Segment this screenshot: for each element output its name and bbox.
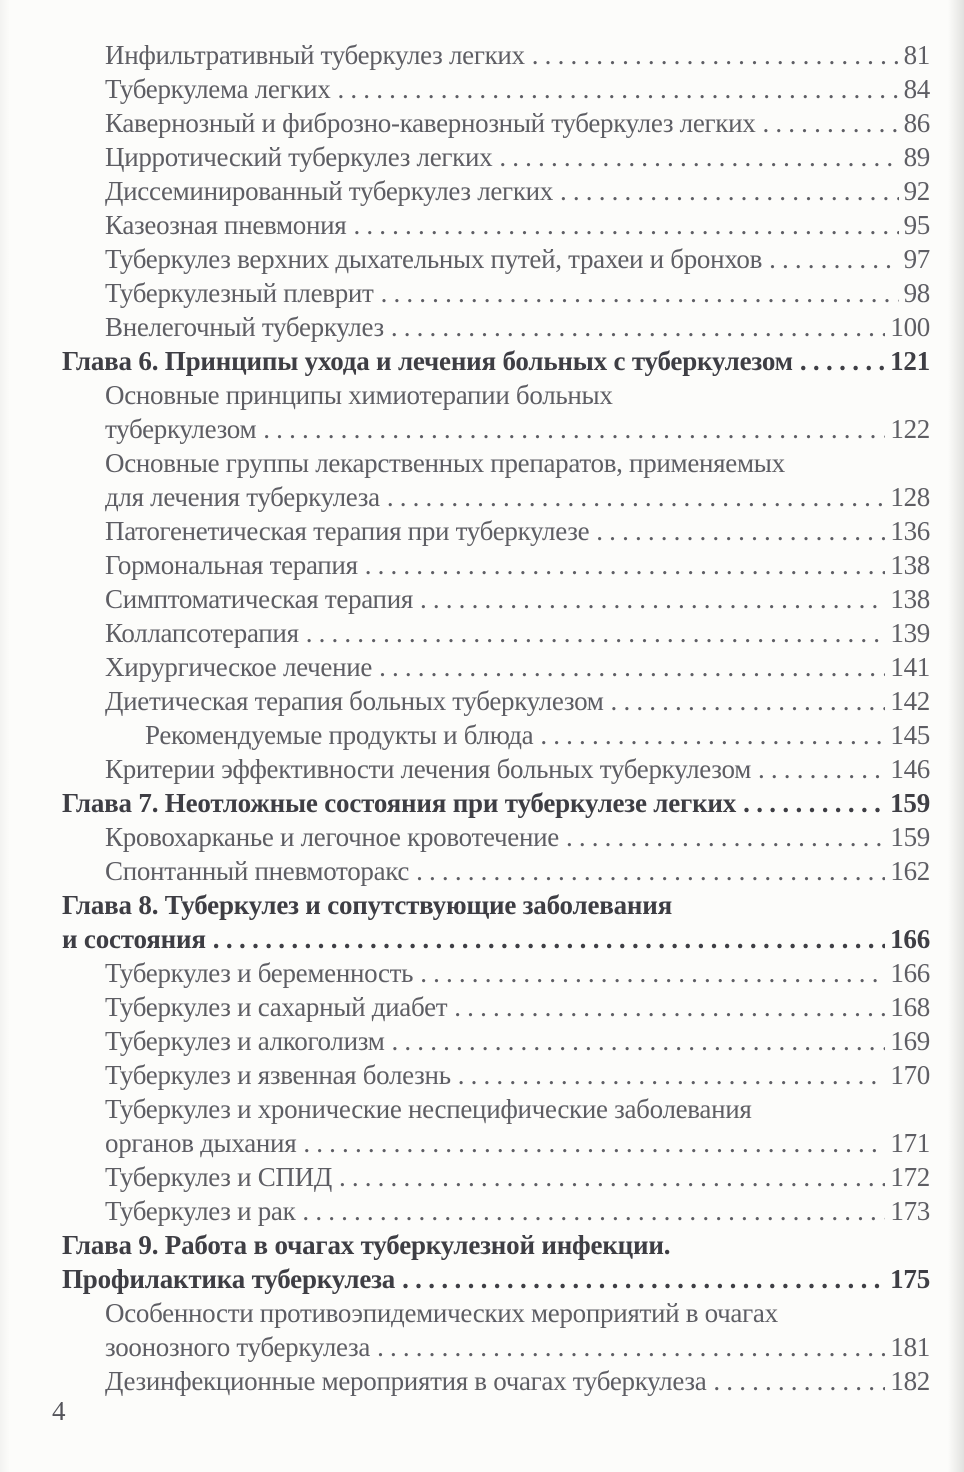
toc-entry-page: 136 — [890, 516, 930, 546]
dot-leader — [409, 856, 885, 887]
dot-leader — [706, 1366, 885, 1397]
toc-entry — [62, 686, 930, 720]
toc-entry-title: Туберкулезный плеврит — [105, 278, 374, 308]
toc-entry — [62, 1230, 930, 1264]
toc-entry-title: Особенности противоэпидемических мероприятий в очагах — [105, 1298, 778, 1328]
toc-entry-title: органов дыхания — [105, 1128, 297, 1158]
toc-entry-title: туберкулезом — [105, 414, 257, 444]
toc-entry-title: Кровохарканье и легочное кровотечение — [105, 822, 559, 852]
toc-entry-title: Туберкулез и язвенная болезнь — [105, 1060, 451, 1090]
toc-entry — [62, 992, 930, 1026]
dot-leader — [447, 992, 885, 1023]
toc-entry-page: 181 — [890, 1332, 930, 1362]
dot-leader — [384, 312, 886, 343]
dot-leader — [413, 584, 885, 615]
dot-leader — [295, 1196, 885, 1227]
toc-entry-title: Коллапсотерапия — [105, 618, 299, 648]
dot-leader — [604, 686, 886, 717]
toc-entry-title: Основные группы лекарственных препаратов, применяемых — [105, 448, 785, 478]
toc-entry-title: Кавернозный и фиброзно-кавернозный туберкулез легких — [105, 108, 756, 138]
toc-entry — [62, 822, 930, 856]
toc-entry-title: Казеозная пневмония — [105, 210, 347, 240]
toc-entry-page: 182 — [890, 1366, 930, 1396]
toc-entry-page: 95 — [903, 210, 930, 240]
toc-entry-page: 92 — [903, 176, 930, 206]
toc-entry-title: Глава 8. Туберкулез и сопутствующие заболевания — [62, 890, 673, 920]
dot-leader — [331, 74, 899, 105]
dot-leader — [370, 1332, 885, 1363]
toc-entry — [62, 788, 930, 822]
toc-entry — [62, 754, 930, 788]
toc-entry — [62, 720, 930, 754]
toc-entry-page: 139 — [890, 618, 930, 648]
dot-leader — [358, 550, 886, 581]
dot-leader — [256, 414, 885, 445]
toc-entry — [62, 346, 930, 380]
toc-entry — [62, 74, 930, 108]
toc-entry-page: 100 — [890, 312, 930, 342]
toc-entry-title: Глава 7. Неотложные состояния при туберкулезе легких — [62, 788, 737, 818]
toc-entry — [62, 958, 930, 992]
toc-entry — [62, 1332, 930, 1366]
toc-entry — [62, 142, 930, 176]
toc-entry-title: Патогенетическая терапия при туберкулезе — [105, 516, 590, 546]
toc-entry-title: Туберкулез и беременность — [105, 958, 414, 988]
toc-entry-title: Глава 6. Принципы ухода и лечения больных с туберкулезом — [62, 346, 793, 376]
toc-entry-page: 84 — [903, 74, 930, 104]
dot-leader — [413, 958, 885, 989]
toc-entry-page: 162 — [890, 856, 930, 886]
toc-entry-page: 138 — [890, 550, 930, 580]
toc-entry-page: 128 — [890, 482, 930, 512]
toc-entry-title: и состояния — [62, 924, 206, 954]
toc-entry — [62, 482, 930, 516]
toc-entry-page: 159 — [890, 788, 930, 818]
dot-leader — [380, 482, 886, 513]
page-number: 4 — [52, 1396, 66, 1426]
dot-leader — [559, 822, 885, 853]
dot-leader — [296, 1128, 885, 1159]
dot-leader — [395, 1264, 885, 1295]
toc-entry-title: Туберкулез и СПИД — [105, 1162, 332, 1192]
toc-entry-page: 122 — [890, 414, 930, 444]
toc-entry-page: 86 — [903, 108, 930, 138]
dot-leader — [299, 618, 886, 649]
toc-entry-title: Хирургическое лечение — [105, 652, 373, 682]
dot-leader — [451, 1060, 886, 1091]
toc-entry — [62, 1196, 930, 1230]
toc-entry-page: 159 — [890, 822, 930, 852]
toc-entry-title: Диетическая терапия больных туберкулезом — [105, 686, 604, 716]
toc-entry — [62, 652, 930, 686]
toc-entry-page: 98 — [903, 278, 930, 308]
toc-entry — [62, 414, 930, 448]
toc-entry — [62, 1366, 930, 1400]
toc-entry-title: Гормональная терапия — [105, 550, 358, 580]
toc-entry — [62, 1264, 930, 1298]
toc-entry-page: 171 — [890, 1128, 930, 1158]
toc-entry — [62, 618, 930, 652]
dot-leader — [793, 346, 885, 377]
toc-entry-title: Основные принципы химиотерапии больных — [105, 380, 613, 410]
dot-leader — [346, 210, 898, 241]
toc-entry-title: Спонтанный пневмоторакс — [105, 856, 410, 886]
dot-leader — [755, 108, 898, 139]
toc-entry — [62, 40, 930, 74]
toc-entry-page: 173 — [890, 1196, 930, 1226]
toc-entry-title: Симптоматическая терапия — [105, 584, 413, 614]
toc-entry-title: Туберкулез верхних дыхательных путей, трахеи и бронхов — [105, 244, 763, 274]
toc-entry-page: 146 — [890, 754, 930, 784]
toc-entry-title: Критерии эффективности лечения больных туберкулезом — [105, 754, 751, 784]
toc-entry — [62, 1128, 930, 1162]
toc-entry-page: 172 — [890, 1162, 930, 1192]
toc-entry — [62, 516, 930, 550]
toc-entry — [62, 210, 930, 244]
dot-leader — [736, 788, 885, 819]
toc-entry-title: Внелегочный туберкулез — [105, 312, 384, 342]
toc-entry-title: Профилактика туберкулеза — [62, 1264, 396, 1294]
toc-entry-page: 142 — [890, 686, 930, 716]
toc-entry-page: 168 — [890, 992, 930, 1022]
toc-entry-title: Инфильтративный туберкулез легких — [105, 40, 525, 70]
toc-entry-page: 141 — [890, 652, 930, 682]
dot-leader — [206, 924, 885, 955]
toc-entry-title: Туберкулез и алкоголизм — [105, 1026, 385, 1056]
dot-leader — [553, 176, 899, 207]
toc-entry — [62, 550, 930, 584]
toc-entry — [62, 1094, 930, 1128]
toc-entry-page: 175 — [890, 1264, 930, 1294]
toc-entry — [62, 856, 930, 890]
dot-leader — [525, 40, 899, 71]
dot-leader — [751, 754, 885, 785]
toc-entry-page: 121 — [890, 346, 930, 376]
toc-entry — [62, 278, 930, 312]
toc-entry-page: 97 — [903, 244, 930, 274]
dot-leader — [385, 1026, 886, 1057]
toc-entry-page: 89 — [903, 142, 930, 172]
dot-leader — [332, 1162, 885, 1193]
toc-entry-title: Рекомендуемые продукты и блюда — [145, 720, 534, 750]
toc-entry — [62, 448, 930, 482]
toc-entry-title: Цирротический туберкулез легких — [105, 142, 493, 172]
toc-entry-title: Диссеминированный туберкулез легких — [105, 176, 553, 206]
toc-entry-page: 166 — [890, 958, 930, 988]
toc-entry-page: 170 — [890, 1060, 930, 1090]
toc-entry-page: 145 — [890, 720, 930, 750]
dot-leader — [533, 720, 885, 751]
toc-entry — [62, 312, 930, 346]
toc-entry-page: 166 — [890, 924, 930, 954]
toc-entry — [62, 176, 930, 210]
toc-entry-title: Туберкулез и сахарный диабет — [105, 992, 448, 1022]
toc-entry-title: Глава 9. Работа в очагах туберкулезной инфекции. — [62, 1230, 671, 1260]
toc-entry-title: для лечения туберкулеза — [105, 482, 380, 512]
toc-entry-page: 81 — [903, 40, 930, 70]
toc-entry — [62, 584, 930, 618]
toc-entry — [62, 244, 930, 278]
dot-leader — [492, 142, 898, 173]
dot-leader — [374, 278, 899, 309]
toc-entry-title: Дезинфекционные мероприятия в очагах туберкулеза — [105, 1366, 707, 1396]
toc-entry — [62, 380, 930, 414]
toc-entry — [62, 1298, 930, 1332]
toc-entry — [62, 924, 930, 958]
toc-entry-page: 169 — [890, 1026, 930, 1056]
toc-entry-title: Туберкулема легких — [105, 74, 331, 104]
toc-entry-title: зоонозного туберкулеза — [105, 1332, 371, 1362]
dot-leader — [762, 244, 899, 275]
toc-entry — [62, 108, 930, 142]
toc-entry — [62, 1026, 930, 1060]
toc-entry — [62, 890, 930, 924]
dot-leader — [372, 652, 885, 683]
toc-entry-title: Туберкулез и рак — [105, 1196, 296, 1226]
toc-entry — [62, 1162, 930, 1196]
toc-entry — [62, 1060, 930, 1094]
toc-entry-title: Туберкулез и хронические неспецифические заболевания — [105, 1094, 752, 1124]
dot-leader — [589, 516, 885, 547]
toc-entry-page: 138 — [890, 584, 930, 614]
